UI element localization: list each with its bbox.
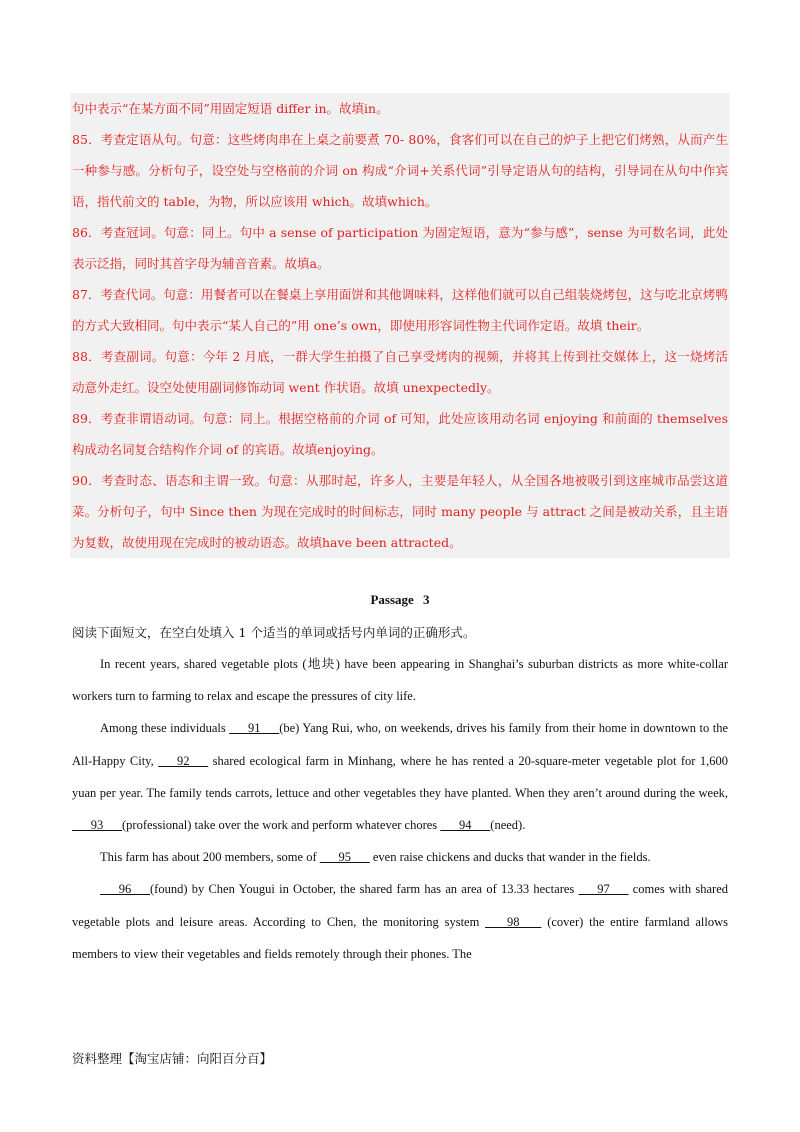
instruction: 阅读下面短文，在空白处填入 1 个适当的单词或括号内单词的正确形式。 (72, 625, 476, 640)
blank-97: 97 (578, 882, 629, 897)
text-segment: even raise chickens and ducks that wander in the fields. (369, 850, 651, 865)
answer-89: 89．考查非谓语动词。句意：同上。根据空格前的介词 of 可知，此处应该用动名词 enjoying 和前面的 themselves 构成动名词复合结构作介词 of 的宾语。故填enjoying。 (72, 411, 728, 457)
passage-body (72, 648, 728, 970)
blank-98: 98 (485, 914, 542, 929)
text-segment: Among these individuals (100, 721, 230, 736)
text-segment: (professional) take over the work and perform whatever chores (122, 818, 441, 833)
text-segment: shared ecological farm in Minhang, where he has rented a 20-square-meter vegetable plot for 1,600 yuan per year. The family tends carrots, lettuce and other vegetables they have planted. When they aren’t around during the week, (72, 753, 728, 800)
answer-line-84: 句中表示“在某方面不同”用固定短语 differ in。故填in。 (72, 101, 389, 116)
text-segment: (found) by Chen Yougui in October, the shared farm has an area of 13.33 hectares (150, 882, 579, 897)
answer-87: 87．考查代词。句意：用餐者可以在餐桌上享用面饼和其他调味料，这样他们就可以自己组装烧烤包，这与吃北京烤鸭的方式大致相同。句中表示“某人自己的”用 one’s own，即使用形容词性物主代词作定语。故填 their。 (72, 287, 728, 333)
text-segment: (need). (490, 818, 526, 833)
answer-90: 90．考查时态、语态和主谓一致。句意：从那时起，许多人，主要是年轻人，从全国各地被吸引到这座城市品尝这道菜。分析句子，句中 Since then 为现在完成时的时间标志，同时 many people 与 attract 之间是被动关系，且主语为复数，故使用现在完成时的被动语态。故填have been attracted。 (72, 473, 728, 550)
answer-88: 88．考查副词。句意：今年 2 月底，一群大学生拍摄了自己享受烤肉的视频，并将其上传到社交媒体上，这一烧烤活动意外走红。设空处使用副词修饰动词 went 作状语。故填 unexpectedly。 (72, 349, 728, 395)
footer-source: 资料整理【淘宝店铺：向阳百分百】 (72, 1051, 273, 1066)
answer-explanations (70, 93, 730, 558)
paragraph-1: In recent years, shared vegetable plots (地块) have been appearing in Shanghai’s suburban districts as more white-collar workers turn to farming to relax and escape the pressures of city life. (72, 657, 728, 704)
text-segment: (be) Yang Rui, who, on weekends, drives his family from their home in downtown to the All-Happy City, (72, 721, 728, 768)
text-segment: (cover) the entire farmland allows members to view their vegetables and fields remotely through their phones. The (72, 914, 729, 961)
paragraph-2 (72, 712, 728, 841)
text-segment: comes with shared vegetable plots and leisure areas. According to Chen, the monitoring system (72, 882, 728, 929)
answer-85: 85．考查定语从句。句意：这些烤肉串在上桌之前要煮 70- 80%，食客们可以在自己的炉子上把它们烤熟，从而产生一种参与感。分析句子，设空处与空格前的介词 on 构成“介词+关系代词”引导定语从句的结构，引导词在从句中作宾语，指代前文的 table，为物，所以应该用 which。故填which。 (72, 132, 728, 209)
answer-86: 86．考查冠词。句意：同上。句中 a sense of participation 为固定短语，意为“参与感”，sense 为可数名词，此处表示泛指，同时其首字母为辅音音素。故填a。 (72, 225, 728, 271)
blank-96: 96 (100, 882, 150, 897)
blank-91: 91 (229, 721, 280, 736)
text-segment: This farm has about 200 members, some of (100, 850, 320, 865)
blank-93: 93 (72, 818, 122, 833)
blank-95: 95 (319, 850, 370, 865)
paragraph-4 (72, 873, 728, 970)
paragraph-3 (72, 841, 728, 873)
blank-94: 94 (440, 818, 491, 833)
blank-92: 92 (158, 753, 209, 768)
passage-title: Passage 3 (370, 592, 430, 607)
